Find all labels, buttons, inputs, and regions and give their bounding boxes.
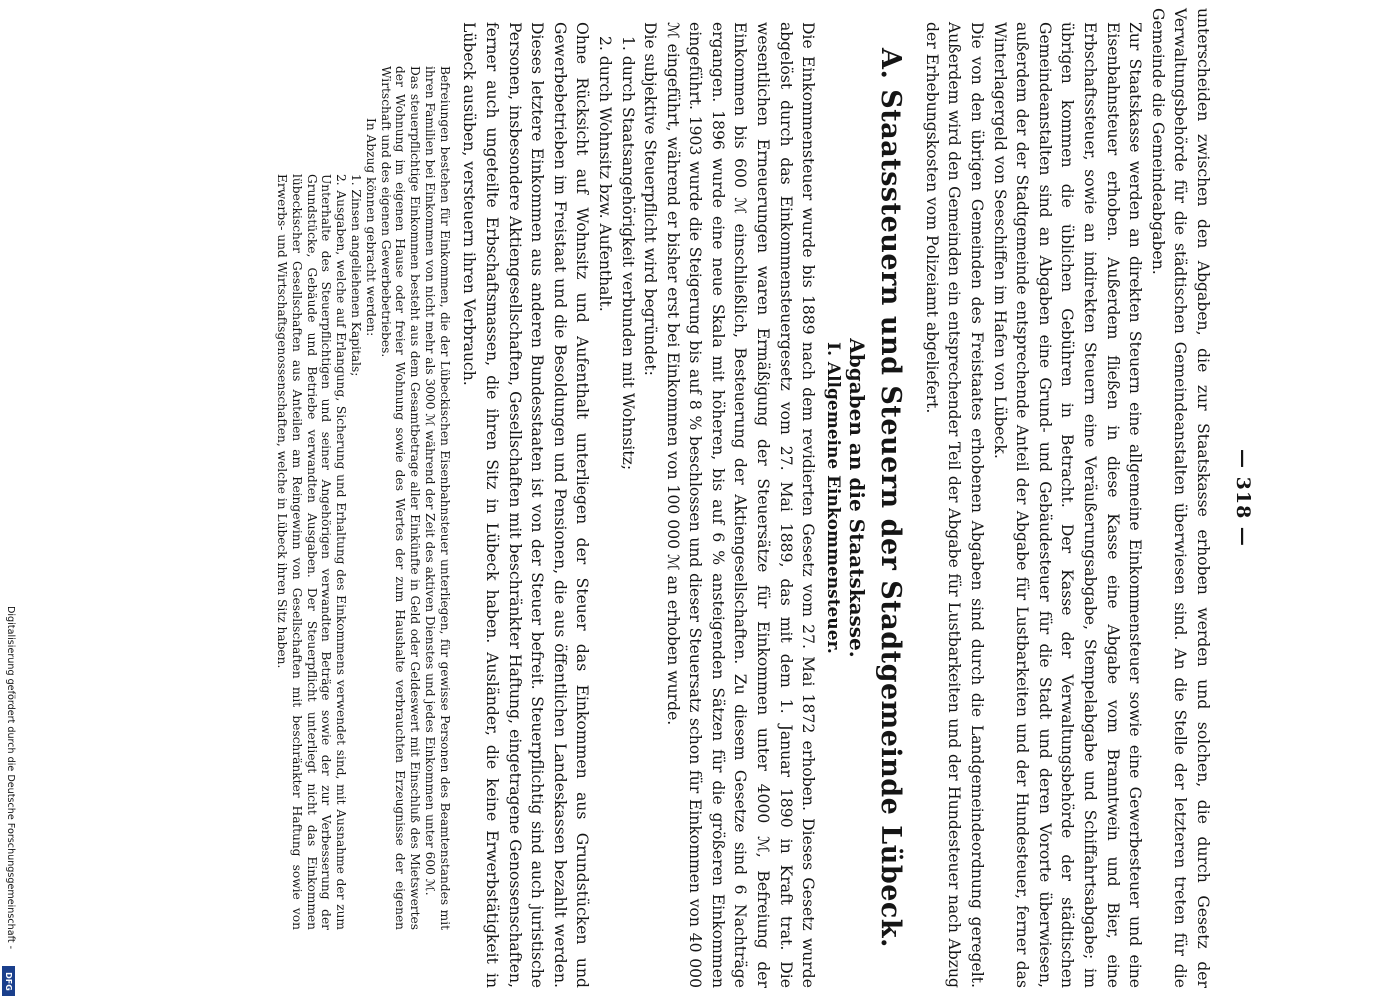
- small-abzug: In Abzug können gebracht werden:: [363, 118, 378, 337]
- section-heading-c: I. Allgemeine Einkommensteuer.: [823, 342, 844, 654]
- small-item: 1. Zinsen angeliehenen Kapitals;: [349, 174, 363, 377]
- steuerpflicht-item: 2. durch Wohnsitz bzw. Aufenthalt.: [595, 36, 614, 312]
- steuerpflicht-intro: Die subjektive Steuerpflicht wird begründet:: [641, 22, 660, 376]
- small-print-block: [274, 8, 458, 988]
- intro-paragraph: unterscheiden zwischen den Abgaben, die zur Staatskasse erhoben werden und solchen, die durch Gesetz der Verwaltungsbehörde für die städtischen Gemeindeanstalten überwiesen sind. An die Stelle der letzteren treten für die Gemeinde die Gemeindeabgaben.: [1148, 8, 1212, 988]
- dfg-logo-text: DFG: [4, 971, 14, 991]
- paragraph-einkommensteuer: Die Einkommensteuer wurde bis 1889 nach dem revidierten Gesetz vom 27. Mai 1872 erhoben. Dieses Gesetz wurde abgelöst durch das Einkommensteuergesetz vom 27. Mai 1889, das mit dem 1. Januar 1890 in Kraft trat. Die wesentlichen Erneuerungen waren Ermäßigung der Steuersätze für Einkommen unter 4000 ℳ, Befreiung der Einkommen bis 600 ℳ einschließlich, Besteuerung der Aktiengesellschaften. Zu diesem Gesetze sind 6 Nachträge ergangen. 1896 wurde eine neue Skala mit höheren, bis auf 6 % ansteigenden Sätzen für die größeren Einkommen eingeführt. 1903 wurde die Steigerung bis auf 8 % beschlossen und dieser Steuersatz schon für Einkommen von 40 000 ℳ eingeführt, während er bisher erst bei Einkommen von 100 000 ℳ an erhoben wurde.: [663, 22, 818, 988]
- digitization-sidebar: [0, 0, 18, 1000]
- section-heading-b: Abgaben an die Staatskasse.: [845, 338, 870, 658]
- digitization-credit: Digitalisierung gefördert durch die Deutsche Forschungsgemeinschaft -: [5, 606, 16, 950]
- dfg-logo: [2, 966, 15, 996]
- small-steuerpflichtige: Das steuerpflichtige Einkommen besteht aus dem Gesamtbetrage aller Einkünfte in Geld oder Geldeswert mit Einschluß des Mietswertes der Wohnung im eigenen Hause oder freier Wohnung sowie des Wertes der zum Haushalte verbrauchten Erzeugnisse der eigenen Wirtschaft und des eigenen Gewerbebetriebes.: [378, 66, 423, 930]
- paragraph-staatskasse: Zur Staatskasse werden an direkten Steuern eine allgemeine Einkommensteuer sowie eine Gewerbesteuer und eine Eisenbahnsteuer erhoben. Außerdem fließen in diese Kasse eine Abgabe vom Branntwein und Bier, eine Erbschaftssteuer, sowie an indirekten Steuern eine Veräußerungsabgabe, Stempelabgabe und Schiffahrtsabgabe; im übrigen kommen die üblichen Gebühren in Betracht. Der Kasse der Verwaltungsbehörde der städtischen Gemeindeanstalten sind an Abgaben eine Grund- und Gebäudesteuer für die Stadt und deren Vororte überwiesen, außerdem der der Stadtgemeinde entsprechende Anteil der Abgabe für Lustbarkeiten und der Hundesteuer, ferner das Winterlagergeld von Seeschiffen im Hafen von Lübeck.: [990, 22, 1145, 988]
- section-heading-a: A. Staatssteuern und Steuern der Stadtgemeinde Lübeck.: [875, 48, 907, 948]
- document-page: [212, 8, 1252, 988]
- page-number: — 318 —: [1232, 449, 1254, 547]
- paragraph-ohne-ruecksicht: Ohne Rücksicht auf Wohnsitz und Aufenthalt unterliegen der Steuer das Einkommen aus Grundstücken und Gewerbebetrieben im Freistaat und die Besoldungen und Pensionen, die aus öffentlichen Landeskassen bezahlt werden. Dieses letztere Einkommen aus anderen Bundesstaaten ist von der Steuer befreit. Steuerpflichtig sind auch juristische Personen, insbesondere Aktiengesellschaften, Gesellschaften mit beschränkter Haftung, eingetragene Genossenschaften, ferner auch ungeteilte Erbschaftsmassen, die ihren Sitz in Lübeck haben. Ausländer, die keine Erwerbstätigkeit in Lübeck ausüben, versteuern ihren Verbrauch.: [460, 22, 592, 988]
- steuerpflicht-item: 1. durch Staatsangehörigkeit verbunden mit Wohnsitz;: [618, 36, 637, 471]
- paragraph-gemeinden: Die von den übrigen Gemeinden des Freistaates erhobenen Abgaben sind durch die Landgemeindeordnung geregelt. Außerdem wird den Gemeinden ein entsprechender Teil der Abgabe für Lustbarkeiten und der Hundesteuer nach Abzug der Erhebungskosten vom Polizeiamt abgeliefert.: [922, 22, 987, 988]
- small-befreiungen: Befreiungen bestehen für Einkommen, die der Lübeckischen Eisenbahnsteuer unterliegen, für gewisse Personen des Beamtenstandes mit ihren Familien bei Einkommen von nicht mehr als 3000 ℳ während der Zeit des aktiven Dienstes und jedes Einkommen unter 600 ℳ.: [422, 66, 452, 930]
- small-item: 2. Ausgaben, welche auf Erlangung, Sicherung und Erhaltung des Einkommens verwendet sind, mit Ausnahme der zum Unterhalte des Steuerpflichtigen und seiner Angehörigen verwandten Beträge sowie der zur Verbesserung der Grundstücke, Gebäude und Betriebe verwandten Ausgaben. Der Steuerpflicht unterliegt nicht das Einkommen lübeckischer Gesellschaften aus Anteilen am Reingewinn von Gesellschaften mit beschränkter Haftung sowie von Erwerbs- und Wirtschaftsgenossenschaften, welche in Lübeck ihren Sitz haben.: [275, 174, 349, 930]
